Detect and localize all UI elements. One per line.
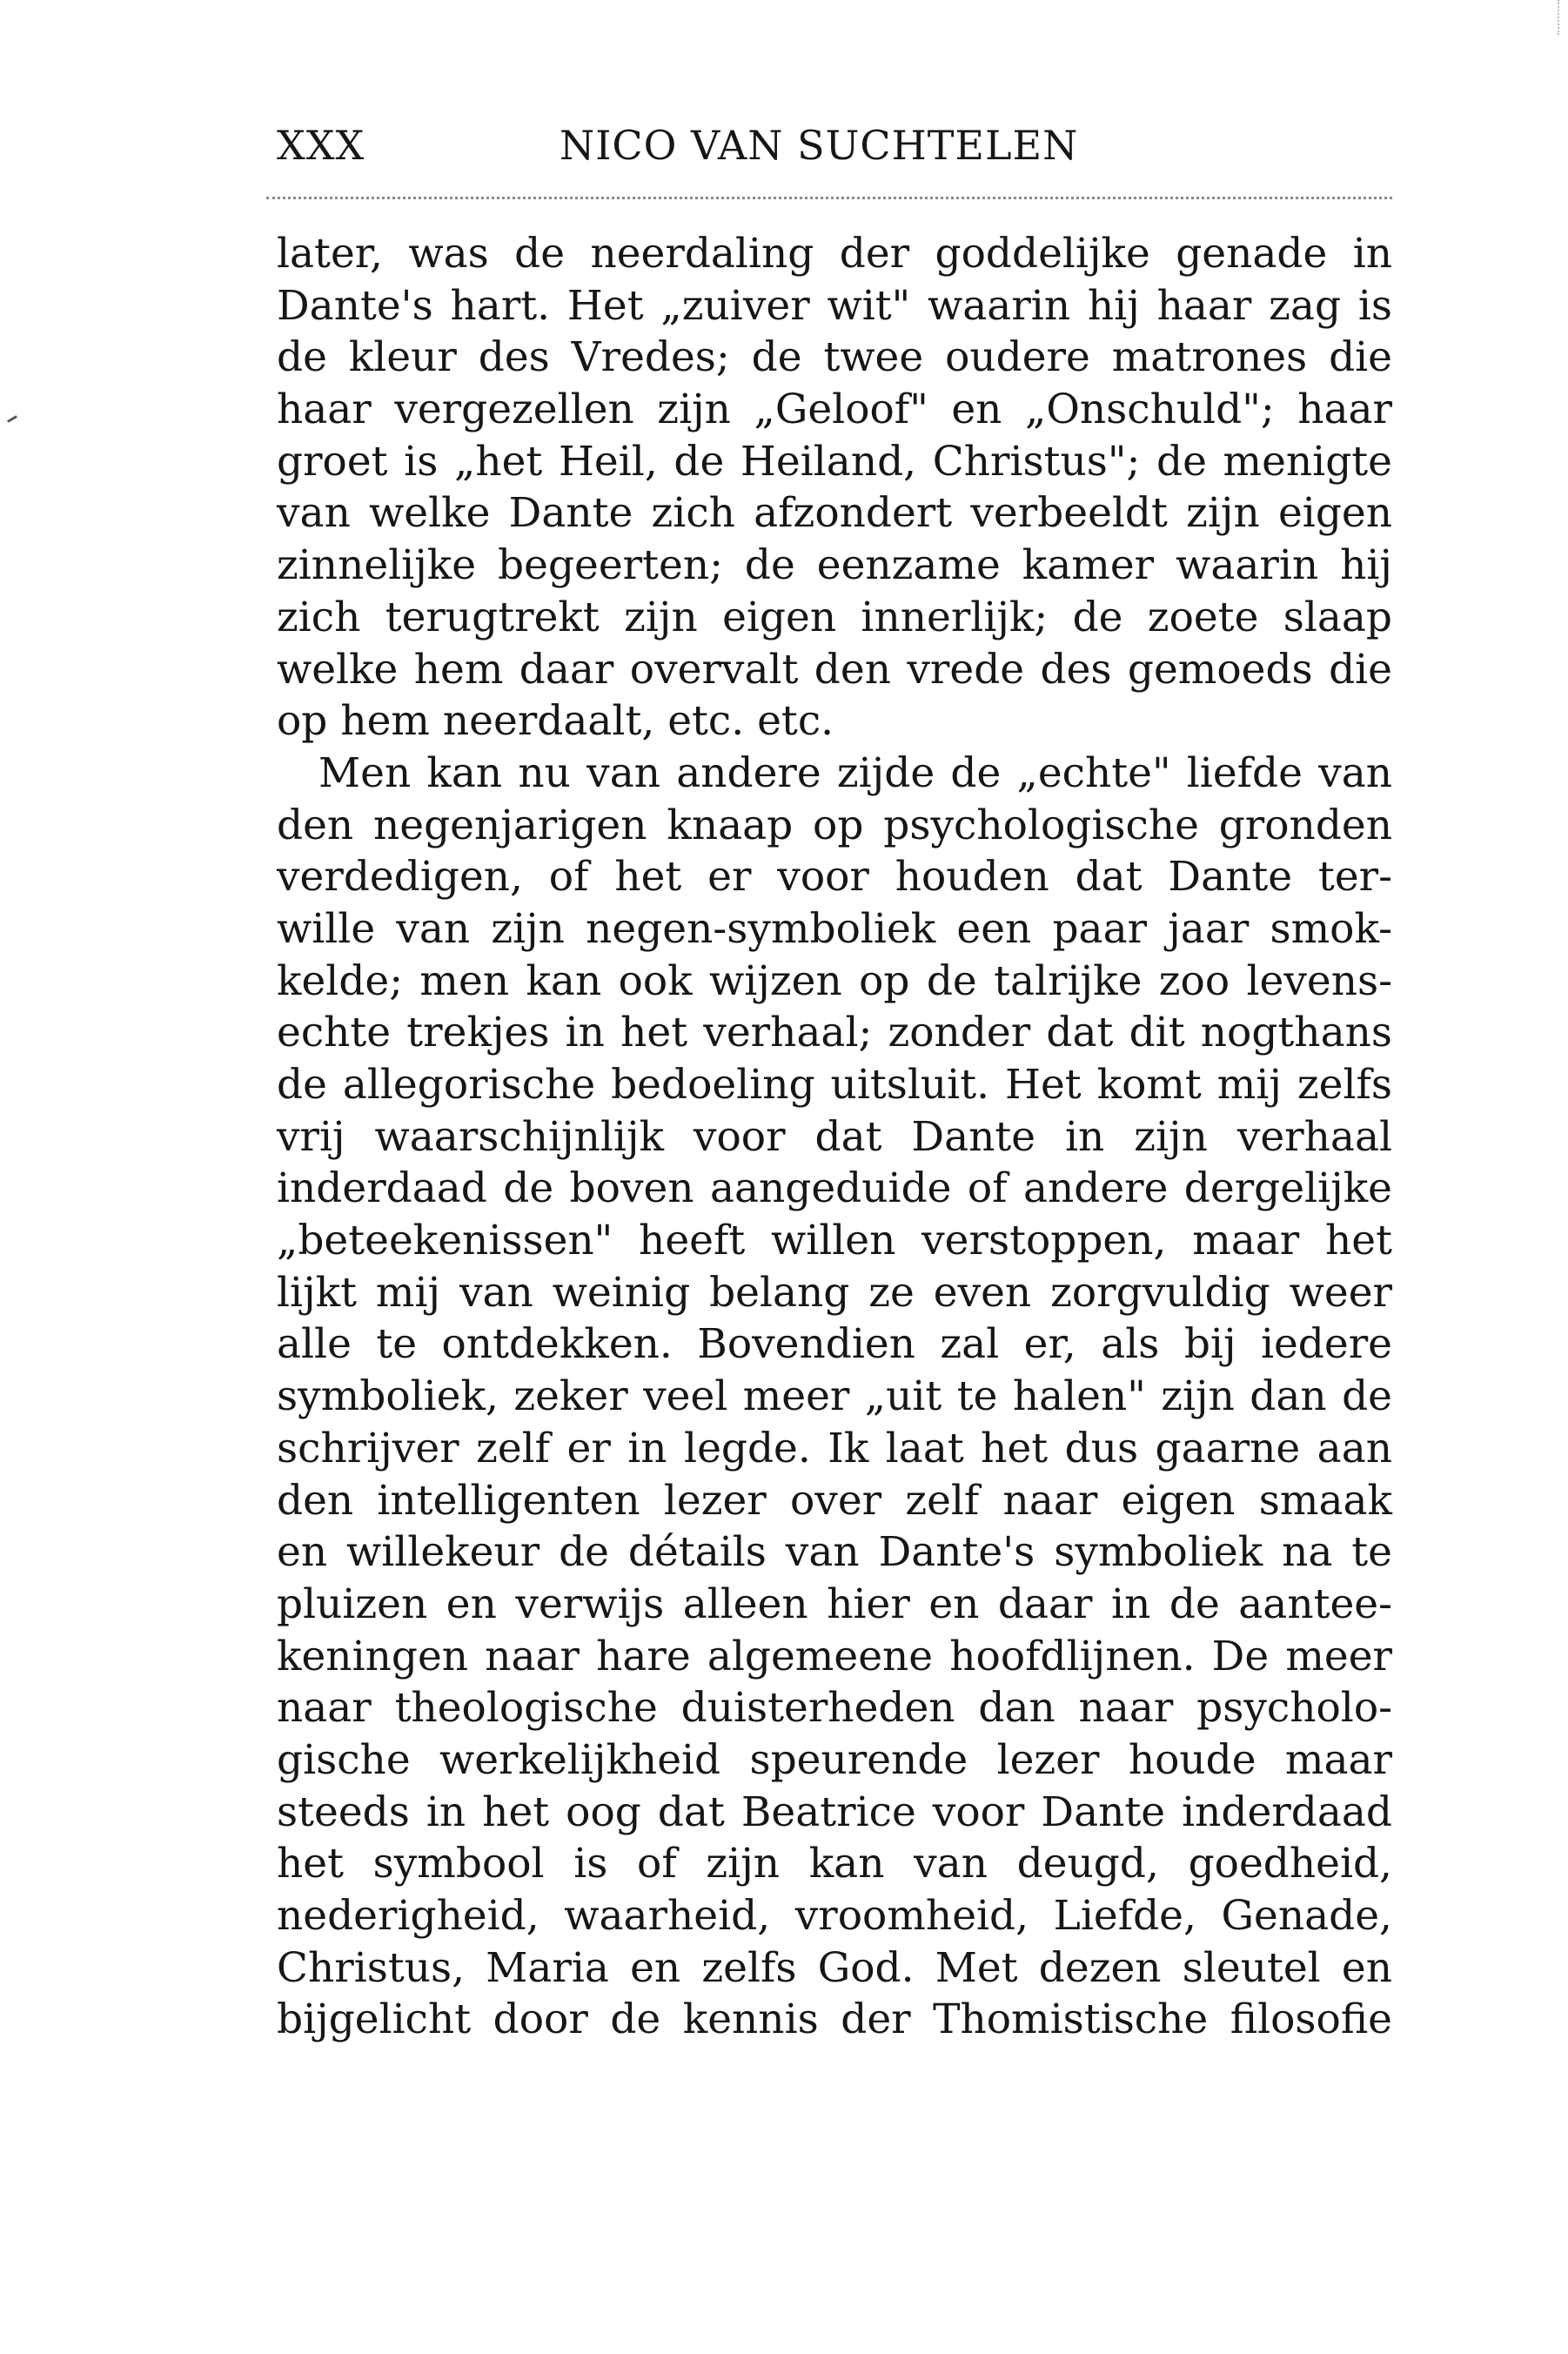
text-line: steeds in het oog dat Beatrice voor Dante inderdaad xyxy=(277,1787,1392,1836)
text-line: schrijver zelf er in legde. Ik laat het dus gaarne aan xyxy=(277,1424,1392,1472)
text-line: de kleur des Vredes; de twee oudere matrones die xyxy=(277,333,1392,382)
text-line: kelde; men kan ook wijzen op de talrijke zoo levens- xyxy=(277,956,1392,1005)
text-line: verdedigen, of het er voor houden dat Dante ter- xyxy=(277,853,1392,902)
text-line: haar vergezellen zijn „Geloof" en „Onschuld"; haar xyxy=(277,386,1392,434)
text-line: zinnelijke begeerten; de eenzame kamer waarin hij xyxy=(277,541,1392,590)
page-number: XXX xyxy=(277,122,365,169)
text-line: „beteekenissen" heeft willen verstoppen, maar het xyxy=(277,1217,1392,1265)
text-line: den negenjarigen knaap op psychologische gronden xyxy=(277,801,1392,849)
text-line: en willekeur de détails van Dante's symboliek na te xyxy=(277,1528,1392,1577)
edge-mark xyxy=(1558,0,1561,35)
running-head xyxy=(277,122,1394,178)
text-line: alle te ontdekken. Bovendien zal er, als bij iedere xyxy=(277,1320,1392,1369)
text-line: den intelligenten lezer over zelf naar eigen smaak xyxy=(277,1476,1392,1525)
text-line: vrij waarschijnlijk voor dat Dante in zijn verhaal xyxy=(277,1112,1392,1161)
text-line: groet is „het Heil, de Heiland, Christus"; de menigte xyxy=(277,437,1392,486)
text-line: gische werkelijkheid speurende lezer houde maar xyxy=(277,1735,1392,1784)
text-line: wille van zijn negen-symboliek een paar jaar smok- xyxy=(277,904,1392,953)
header-rule xyxy=(266,197,1392,199)
text-line: later, was de neerdaling der goddelijke genade in xyxy=(277,230,1392,278)
text-line: nederigheid, waarheid, vroomheid, Liefde, Genade, xyxy=(277,1892,1392,1940)
body-text xyxy=(277,228,1392,2046)
text-line: lijkt mij van weinig belang ze even zorgvuldig weer xyxy=(277,1268,1392,1317)
text-line: van welke Dante zich afzondert verbeeldt zijn eigen xyxy=(277,489,1392,538)
text-line: inderdaad de boven aangeduide of andere dergelijke xyxy=(277,1164,1392,1213)
paragraph-first-line: Men kan nu van andere zijde de „echte" liefde van xyxy=(318,748,1392,797)
text-line: pluizen en verwijs alleen hier en daar in de aantee- xyxy=(277,1579,1392,1628)
text-line: welke hem daar overvalt den vrede des gemoeds die xyxy=(277,645,1392,694)
text-line: zich terugtrekt zijn eigen innerlijk; de zoete slaap xyxy=(277,593,1392,641)
text-line: het symbool is of zijn kan van deugd, goedheid, xyxy=(277,1840,1392,1888)
running-head-title: NICO VAN SUCHTELEN xyxy=(560,122,1079,169)
text-line: Christus, Maria en zelfs God. Met dezen sleutel en xyxy=(277,1943,1392,1992)
text-line: echte trekjes in het verhaal; zonder dat dit nogthans xyxy=(277,1009,1392,1057)
text-line: Dante's hart. Het „zuiver wit" waarin hij haar zag is xyxy=(277,281,1392,330)
text-line: keningen naar hare algemeene hoofdlijnen. De meer xyxy=(277,1632,1392,1680)
margin-mark xyxy=(7,415,17,423)
paragraph-end-line: op hem neerdaalt, etc. etc. xyxy=(277,697,834,746)
text-line: bijgelicht door de kennis der Thomistische filosofie xyxy=(277,1995,1392,2044)
text-line: de allegorische bedoeling uitsluit. Het komt mij zelfs xyxy=(277,1061,1392,1109)
text-line: naar theologische duisterheden dan naar psycholo- xyxy=(277,1684,1392,1733)
text-line: symboliek, zeker veel meer „uit te halen" zijn dan de xyxy=(277,1372,1392,1421)
